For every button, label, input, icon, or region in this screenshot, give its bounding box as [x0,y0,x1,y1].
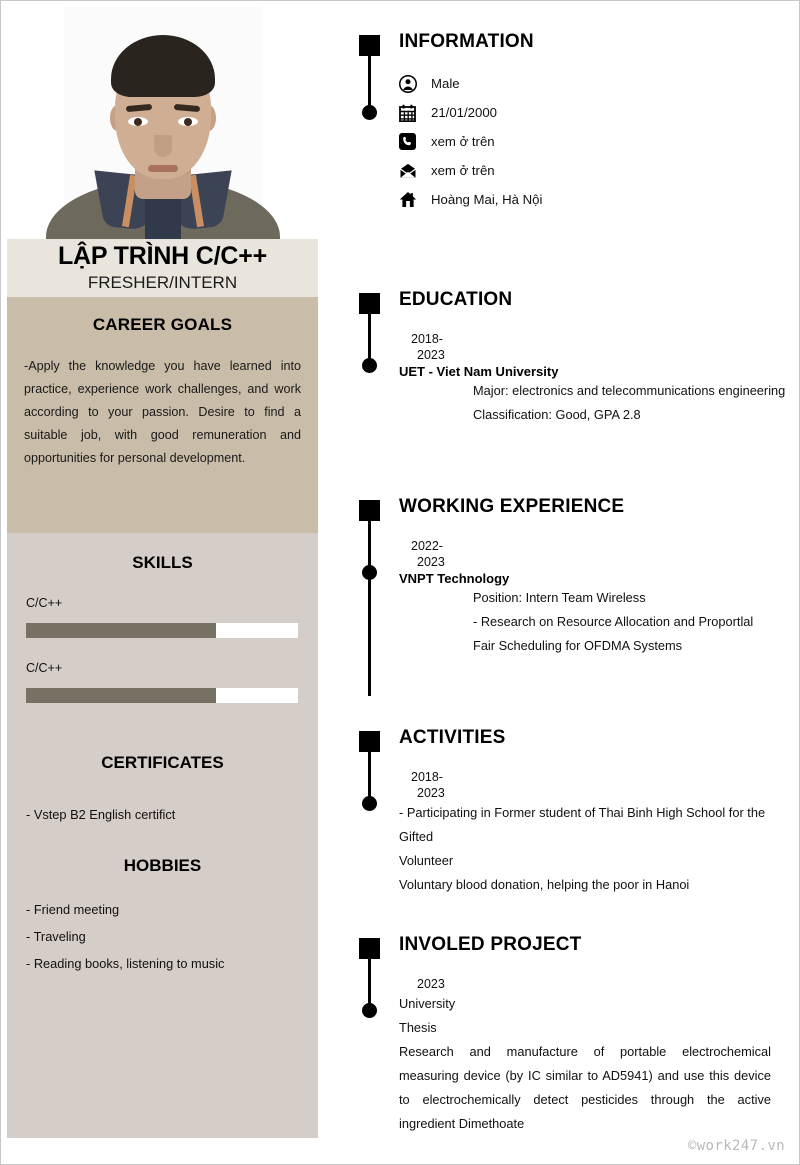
timeline-dot-icon [362,565,377,580]
hobbies-heading: HOBBIES [123,856,202,875]
entry-detail: Classification: Good, GPA 2.8 [473,407,641,422]
year-from: 2018- [411,332,443,346]
career-goals-panel [7,297,318,533]
info-value: Male [431,76,460,91]
timeline-square-icon [359,293,380,314]
organization-name: VNPT Technology [399,571,510,586]
info-value: xem ở trên [431,163,495,178]
entry-detail: Major: electronics and telecommunications engineering [473,383,786,398]
timeline-dot-icon [362,358,377,373]
person-icon [399,74,421,94]
calendar-icon [399,103,421,123]
year-to: 2023 [417,555,445,569]
year-from: 2022- [411,539,443,553]
project-line: Thesis [399,1020,437,1035]
year-to: 2023 [417,786,445,800]
timeline-dot-icon [362,105,377,120]
section-heading: EDUCATION [399,289,513,310]
section-heading: INVOLED PROJECT [399,934,582,955]
timeline-line [368,520,371,696]
section-heading: INFORMATION [399,31,534,52]
activity-line: - Participating in Former student of Thai Binh High School for the Gifted [399,805,766,844]
info-value: 21/01/2000 [431,105,498,120]
home-icon [399,190,421,210]
profile-photo-block [7,7,318,239]
timeline-square-icon [359,35,380,56]
skill-label: C/C++ [26,661,63,675]
skills-heading: SKILLS [132,553,193,572]
activity-line: Volunteer [399,853,454,868]
activities-entry [399,769,789,897]
timeline-dot-icon [362,1003,377,1018]
certificates-heading: CERTIFICATES [101,753,224,772]
year-from: 2018- [411,770,443,784]
list-item: - Traveling [26,929,86,944]
timeline-dot-icon [362,796,377,811]
skill-label: C/C++ [26,596,63,610]
entry-years [399,538,789,570]
education-entry [399,331,789,427]
project-description: Research and manufacture of portable electrochemical measuring device (by IC similar to AD5941) and use this device to electrochemically detect pesticides through the active ingredient Dimethoate [399,1044,771,1131]
entry-years [399,769,789,801]
envelope-icon [399,161,421,181]
project-entry [399,976,789,1136]
main-column [319,1,800,1165]
skill-bar [26,623,298,638]
entry-detail: - Research on Resource Allocation and Proportlal Fair Scheduling for OFDMA Systems [473,614,754,653]
candidate-name: LẬP TRÌNH C/C++ [57,242,268,271]
info-row [399,69,789,98]
avatar [64,7,262,239]
info-row [399,98,789,127]
entry-years [399,331,789,363]
name-banner [7,239,318,297]
activity-line: Voluntary blood donation, helping the poor in Hanoi [399,877,690,892]
skill-bar-fill [26,623,216,638]
phone-icon [399,132,421,152]
entry-years [399,976,789,992]
section-heading: ACTIVITIES [399,727,506,748]
section-heading: WORKING EXPERIENCE [399,496,625,517]
skill-bar [26,688,298,703]
year-from: 2023 [417,977,445,991]
timeline-square-icon [359,731,380,752]
sidebar [7,7,318,1138]
info-row [399,185,789,214]
career-goals-heading: CAREER GOALS [92,315,233,334]
info-value: xem ở trên [431,134,495,149]
info-row [399,127,789,156]
year-to: 2023 [417,348,445,362]
sidebar-lower-panel [7,533,318,1138]
list-item: - Vstep B2 English certifict [26,807,176,822]
list-item: - Reading books, listening to music [26,956,225,971]
timeline-square-icon [359,500,380,521]
candidate-position: FRESHER/INTERN [87,272,238,292]
watermark: ©work247.vn [687,1138,785,1154]
list-item: - Friend meeting [26,902,120,917]
career-goals-text: -Apply the knowledge you have learned into practice, experience work challenges, and work according to your passion. Desire to find a suitable job, with good remuneration and opportunities for personal development. [24,359,301,465]
organization-name: UET - Viet Nam University [399,364,559,379]
info-value: Hoàng Mai, Hà Nội [431,192,543,207]
entry-detail: Position: Intern Team Wireless [473,590,646,605]
info-row [399,156,789,185]
experience-entry [399,538,789,658]
timeline-square-icon [359,938,380,959]
project-line: University [399,996,456,1011]
information-list [399,69,789,214]
skill-bar-fill [26,688,216,703]
